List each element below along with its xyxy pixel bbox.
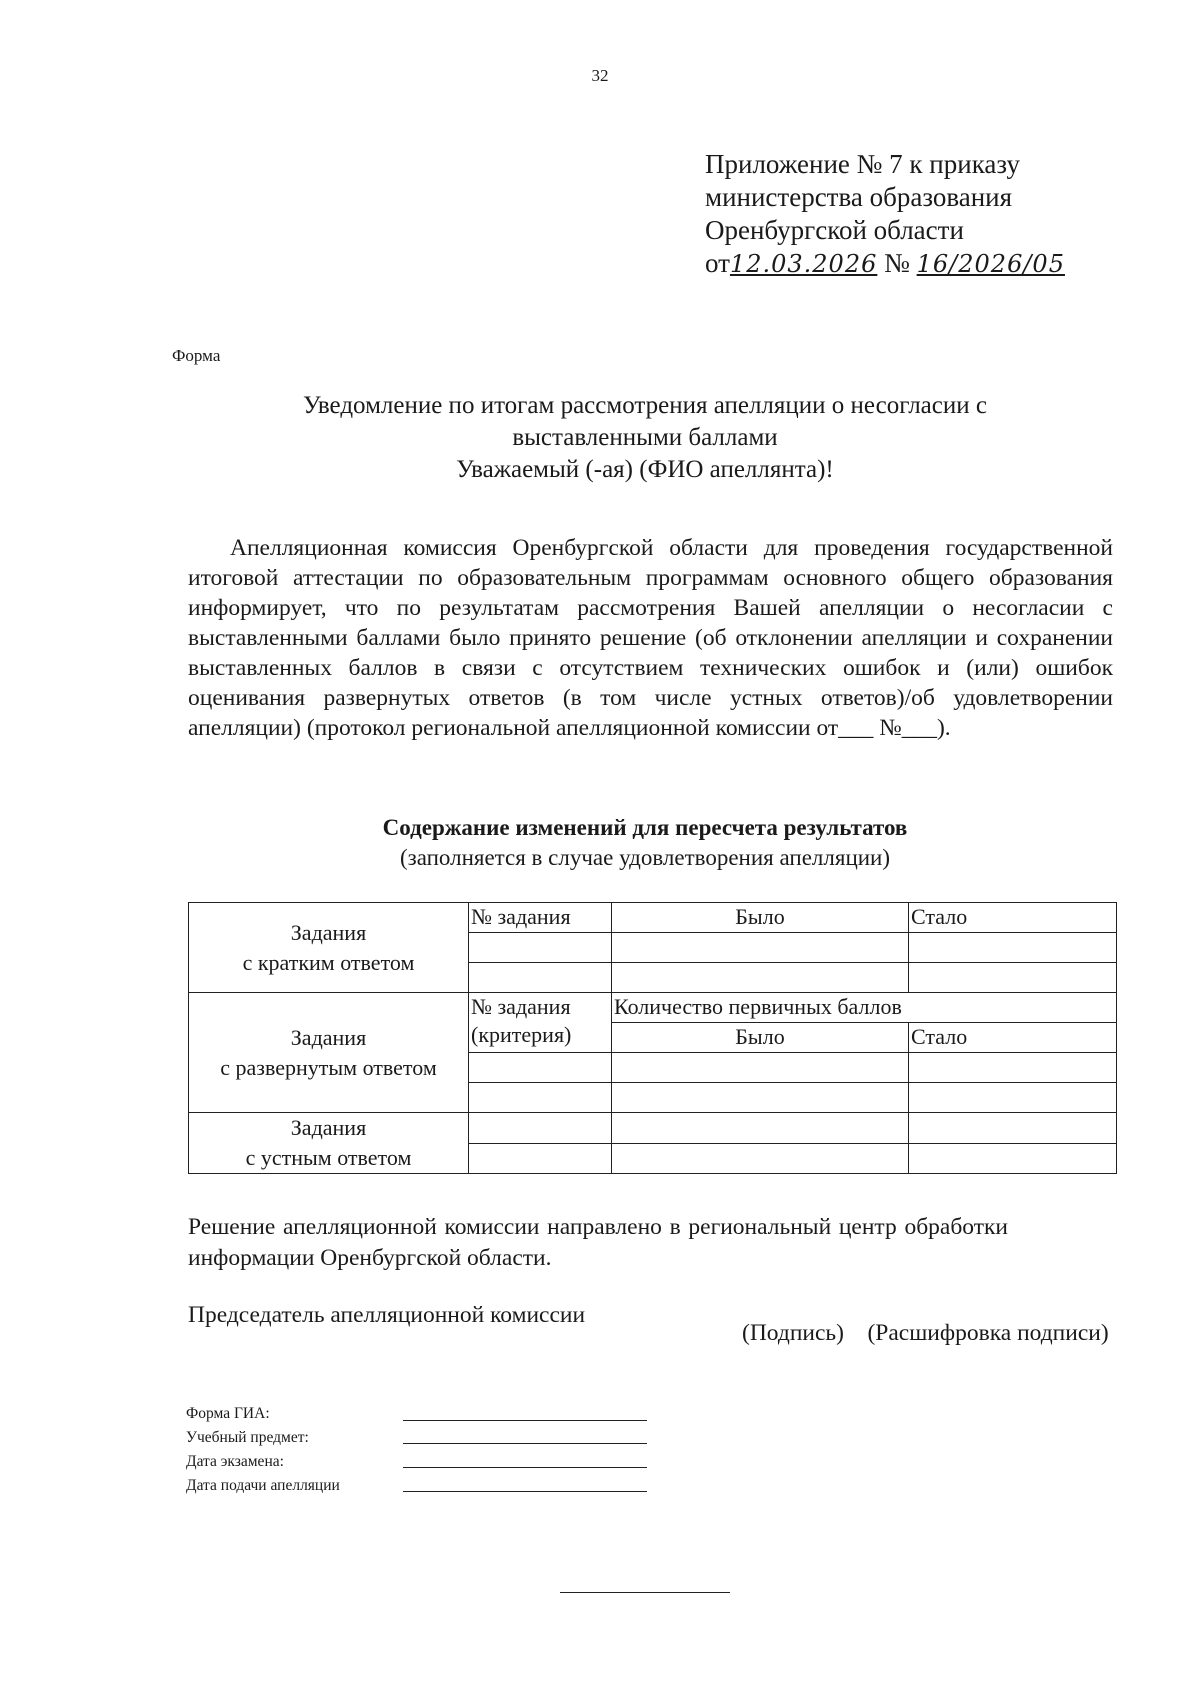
became-header: Стало [909,1023,1117,1053]
form-label: Форма [172,346,221,365]
title-greeting: Уважаемый (-ая) (ФИО апеллянта)! [456,456,834,483]
field-exam-date: Дата экзамена: [186,1453,284,1470]
handwritten-date: 12.03.2026 [729,250,878,278]
field-subject: Учебный предмет: [186,1429,309,1446]
annex-header [705,148,1065,281]
annex-line-3: Оренбургской области [705,215,964,245]
annex-order-line [705,247,1065,281]
notice-title [180,390,1110,486]
primary-points-header: Количество первичных баллов [612,993,1117,1023]
task-criterion-header: № задания (критерия) [469,993,612,1053]
handwritten-order-number: 16/2026/05 [916,250,1065,278]
title-line-1: Уведомление по итогам рассмотрения апелляции о несогласии с [303,392,987,419]
signature-labels [742,1320,1109,1347]
table-row [189,1113,1117,1144]
fill-line [403,1443,647,1444]
section-title: Содержание изменений для пересчета результатов [382,815,908,840]
field-exam-form: Форма ГИА: [186,1405,270,1422]
changes-section-heading [180,813,1110,873]
fill-line [403,1420,647,1421]
number-prefix: № [884,248,910,278]
title-line-2: выставленными баллами [512,424,778,451]
from-prefix: от [705,248,730,278]
field-appeal-date: Дата подачи апелляции [186,1477,340,1494]
table-row [189,903,1117,933]
bottom-divider [560,1592,730,1593]
changes-table [188,902,1117,1174]
signature-label: (Подпись) [742,1320,844,1346]
body-paragraph: Апелляционная комиссия Оренбургской области для проведения государственной итоговой аттестации по образовательным программам основного общего образования информирует, что по результатам рассмотрения Вашей апелляции о несогласии с выставленными баллами было принято решение (об отклонении апелляции и сохранении выставленных баллов в связи с отсутствием технических ошибок и (или) ошибок оценивания развернутых ответов (в том числе устных ответов)/об удовлетворении апелляции) (протокол региональной апелляционной комиссии от___ №___). [188,535,1113,741]
was-header: Было [612,1023,909,1053]
signature-decoding-label: (Расшифровка подписи) [867,1320,1109,1346]
chairman-label: Председатель апелляционной комиссии [188,1302,586,1328]
annex-line-2: министерства образования [705,182,1013,212]
page-number: 32 [591,66,609,85]
exam-fields [186,1402,340,1498]
short-answer-group: Задания с кратким ответом [189,903,469,993]
fill-line [403,1467,647,1468]
became-header: Стало [909,903,1117,933]
table-row [189,993,1117,1023]
oral-answer-group: Задания с устным ответом [189,1113,469,1174]
section-subtitle: (заполняется в случае удовлетворения апелляции) [399,845,891,870]
extended-answer-group: Задания с развернутым ответом [189,993,469,1113]
annex-line-1: Приложение № 7 к приказу [705,149,1020,179]
decision-text: Решение апелляционной комиссии направлено в региональный центр обработки информации Оренбургской области. [188,1214,1008,1271]
fill-line [403,1491,647,1492]
was-header: Было [612,903,909,933]
task-number-header: № задания [469,903,612,933]
